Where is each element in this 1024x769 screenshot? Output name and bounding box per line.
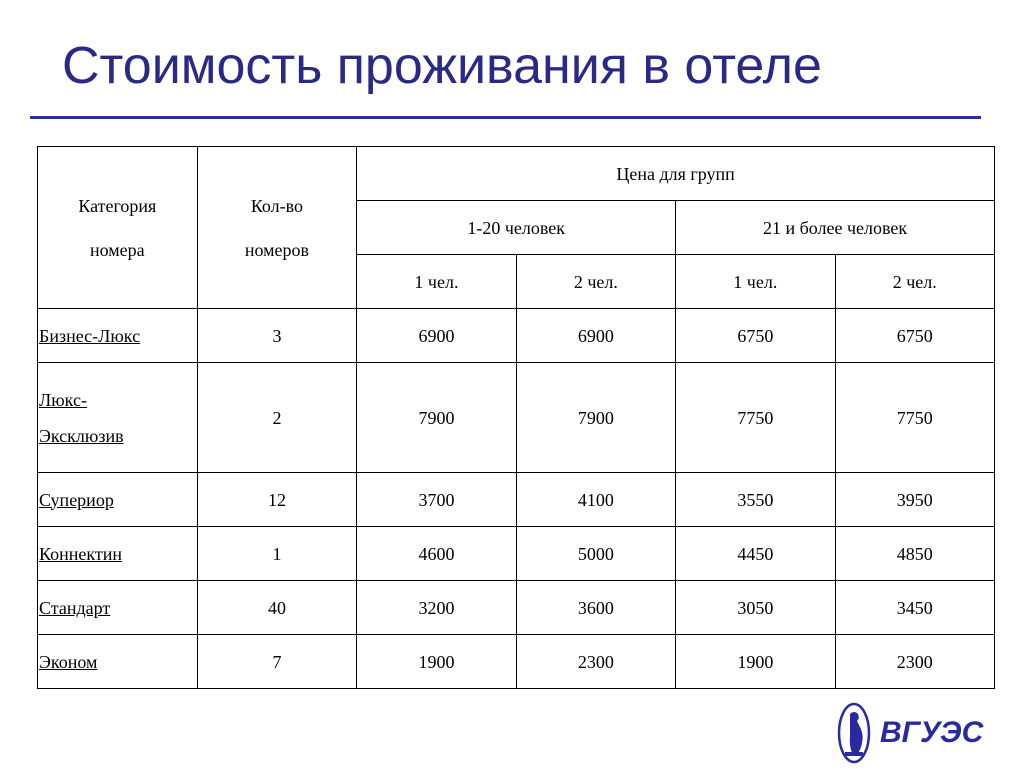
category-link[interactable]: Бизнес-Люкс <box>38 309 198 363</box>
rooms-count: 7 <box>197 635 357 689</box>
price-cell: 1900 <box>676 635 835 689</box>
price-cell: 7900 <box>516 363 675 473</box>
university-logo <box>836 702 994 764</box>
price-cell: 3450 <box>835 581 994 635</box>
price-cell: 4100 <box>516 473 675 527</box>
table-row <box>38 635 995 689</box>
logo-text: ВГУЭС <box>880 716 984 749</box>
price-cell: 4850 <box>835 527 994 581</box>
price-cell: 3200 <box>357 581 516 635</box>
header-rooms-line-2: номеров <box>244 239 310 260</box>
table-row <box>38 581 995 635</box>
price-cell: 1900 <box>357 635 516 689</box>
table-row <box>38 473 995 527</box>
price-cell: 3050 <box>676 581 835 635</box>
rooms-count: 3 <box>197 309 357 363</box>
price-cell: 7750 <box>676 363 835 473</box>
table-row <box>38 363 995 473</box>
statue-emblem-icon <box>839 704 869 762</box>
rooms-count: 40 <box>197 581 357 635</box>
price-cell: 7900 <box>357 363 516 473</box>
header-row-1 <box>38 147 995 201</box>
table-row <box>38 527 995 581</box>
title-divider <box>30 116 981 119</box>
category-link[interactable]: Коннектин <box>38 527 198 581</box>
category-link[interactable]: Эконом <box>38 635 198 689</box>
price-cell: 6900 <box>516 309 675 363</box>
price-cell: 2300 <box>835 635 994 689</box>
category-link[interactable] <box>38 363 198 473</box>
price-cell: 4600 <box>357 527 516 581</box>
price-cell: 3550 <box>676 473 835 527</box>
category-link[interactable]: Стандарт <box>38 581 198 635</box>
header-occupancy: 1 чел. <box>676 255 835 309</box>
price-cell: 5000 <box>516 527 675 581</box>
header-group-large: 21 и более человек <box>676 201 995 255</box>
rooms-count: 1 <box>197 527 357 581</box>
price-cell: 2300 <box>516 635 675 689</box>
price-cell: 6900 <box>357 309 516 363</box>
header-occupancy: 2 чел. <box>516 255 675 309</box>
header-category-line-2: номера <box>89 239 145 260</box>
category-line-1[interactable]: Люкс- <box>39 389 87 410</box>
price-cell: 3950 <box>835 473 994 527</box>
category-line-2[interactable]: Эксклюзив <box>39 425 124 446</box>
price-table <box>37 146 995 689</box>
price-cell: 3600 <box>516 581 675 635</box>
category-link[interactable]: Супериор <box>38 473 198 527</box>
slide-title: Стоимость проживания в отеле <box>62 37 822 95</box>
table-row <box>38 309 995 363</box>
header-category-line-1: Категория <box>78 195 157 216</box>
header-rooms-line-1: Кол-во <box>250 195 304 216</box>
header-rooms <box>197 147 357 309</box>
price-cell: 6750 <box>676 309 835 363</box>
header-occupancy: 1 чел. <box>357 255 516 309</box>
header-price-group: Цена для групп <box>357 147 995 201</box>
rooms-count: 2 <box>197 363 357 473</box>
header-group-small: 1-20 человек <box>357 201 676 255</box>
rooms-count: 12 <box>197 473 357 527</box>
header-occupancy: 2 чел. <box>835 255 994 309</box>
price-cell: 7750 <box>835 363 994 473</box>
price-cell: 4450 <box>676 527 835 581</box>
header-category <box>38 147 198 309</box>
price-cell: 6750 <box>835 309 994 363</box>
price-cell: 3700 <box>357 473 516 527</box>
logo-graphic <box>836 702 994 764</box>
